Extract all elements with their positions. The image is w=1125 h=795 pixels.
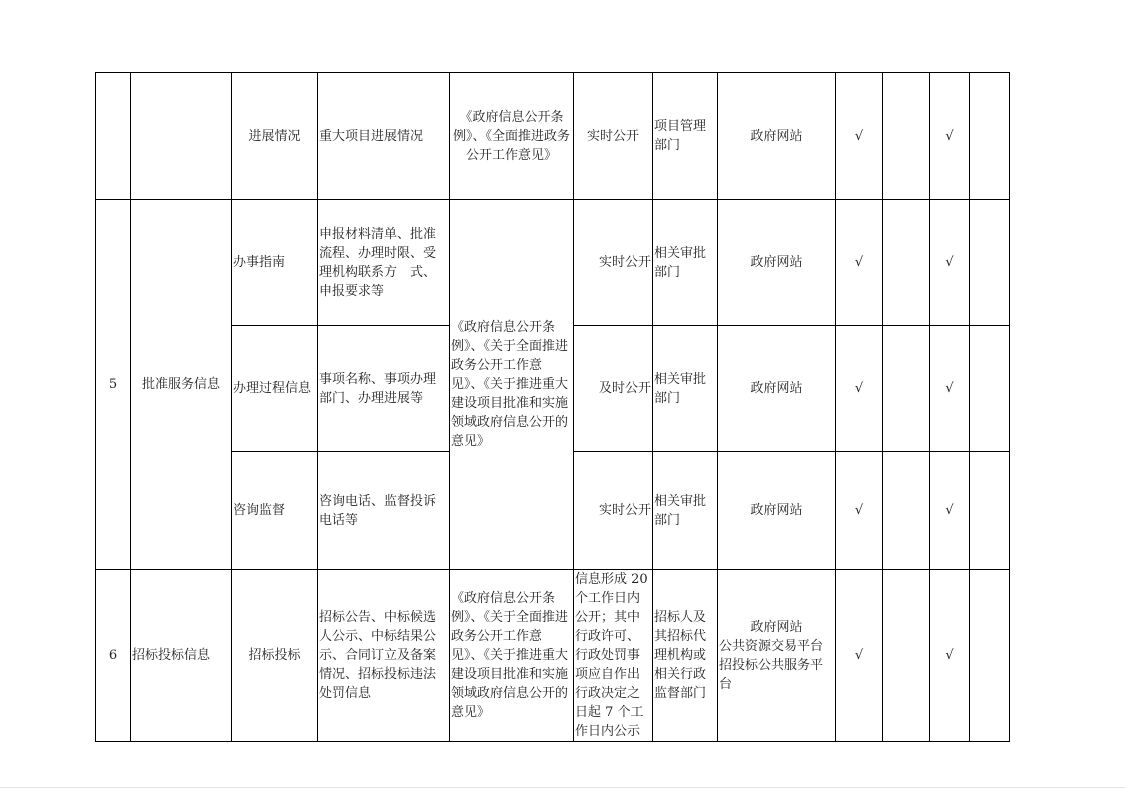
timing-cell: 实时公开 <box>574 452 653 570</box>
item-cell: 办事指南 <box>232 200 318 326</box>
basis-cell: 《政府信息公开条例》、《关于全面推进政务公开工作意见》、《关于推进重大建设项目批准和实施领域政府信息公开的意见》 <box>450 570 574 742</box>
content-cell: 招标公告、中标候选人公示、中标结果公示、合同订立及备案情况、招标投标违法处罚信息 <box>318 570 450 742</box>
check-mark-cell: √ <box>836 326 883 452</box>
channel-cell: 政府网站 <box>718 326 836 452</box>
basis-cell: 《政府信息公开条例》、《全面推进政务公开工作意见》 <box>450 73 574 200</box>
check-mark-cell: √ <box>836 452 883 570</box>
timing-cell: 实时公开 <box>574 73 653 200</box>
check-mark-cell: √ <box>930 73 970 200</box>
subject-cell: 相关审批部门 <box>653 326 718 452</box>
subject-cell: 项目管理部门 <box>653 73 718 200</box>
subject-cell: 招标人及其招标代理机构或相关行政监督部门 <box>653 570 718 742</box>
empty-cell <box>970 570 1010 742</box>
check-mark-cell: √ <box>836 73 883 200</box>
item-cell: 办理过程信息 <box>232 326 318 452</box>
timing-cell: 实时公开 <box>574 200 653 326</box>
row-number-cell <box>96 73 131 200</box>
empty-cell <box>883 570 930 742</box>
check-mark-cell: √ <box>836 570 883 742</box>
empty-cell <box>970 452 1010 570</box>
row-number-cell: 5 <box>96 200 131 570</box>
content-cell: 重大项目进展情况 <box>318 73 450 200</box>
empty-cell <box>970 200 1010 326</box>
channel-cell <box>718 570 836 742</box>
timing-cell: 信息形成 20 个工作日内公开；其中行政许可、行政处罚事项应自作出行政决定之日起 7 个工作日内公示 <box>574 570 653 742</box>
empty-cell <box>970 73 1010 200</box>
row-number-cell: 6 <box>96 570 131 742</box>
channel-cell: 政府网站 <box>718 73 836 200</box>
check-mark-cell: √ <box>930 326 970 452</box>
channel-cell: 政府网站 <box>718 200 836 326</box>
check-mark-cell: √ <box>930 452 970 570</box>
content-cell: 申报材料清单、批准流程、办理时限、受理机构联系方 式、申报要求等 <box>318 200 450 326</box>
empty-cell <box>883 326 930 452</box>
empty-cell <box>883 452 930 570</box>
empty-cell <box>883 200 930 326</box>
item-cell: 进展情况 <box>232 73 318 200</box>
check-mark-cell: √ <box>836 200 883 326</box>
content-cell: 咨询电话、监督投诉电话等 <box>318 452 450 570</box>
content-cell: 事项名称、事项办理部门、办理进展等 <box>318 326 450 452</box>
category-cell: 批准服务信息 <box>131 200 232 570</box>
basis-cell: 《政府信息公开条例》、《关于全面推进政务公开工作意见》、《关于推进重大建设项目批准和实施领域政府信息公开的意见》 <box>450 200 574 570</box>
timing-cell: 及时公开 <box>574 326 653 452</box>
channel-line: 招投标公共服务平台 <box>719 657 824 692</box>
item-cell: 招标投标 <box>232 570 318 742</box>
empty-cell <box>883 73 930 200</box>
disclosure-table <box>95 72 1010 742</box>
check-mark-cell: √ <box>930 570 970 742</box>
subject-cell: 相关审批部门 <box>653 452 718 570</box>
table-row <box>96 570 1010 742</box>
page-divider <box>0 787 1125 788</box>
channel-line: 政府网站 <box>750 619 803 635</box>
check-mark-cell: √ <box>930 200 970 326</box>
channel-cell: 政府网站 <box>718 452 836 570</box>
item-cell: 咨询监督 <box>232 452 318 570</box>
subject-cell: 相关审批部门 <box>653 200 718 326</box>
category-cell: 招标投标信息 <box>131 570 232 742</box>
channel-line: 公共资源交易平台 <box>719 638 824 654</box>
empty-cell <box>970 326 1010 452</box>
table-row <box>96 200 1010 326</box>
table-row <box>96 73 1010 200</box>
category-cell <box>131 73 232 200</box>
